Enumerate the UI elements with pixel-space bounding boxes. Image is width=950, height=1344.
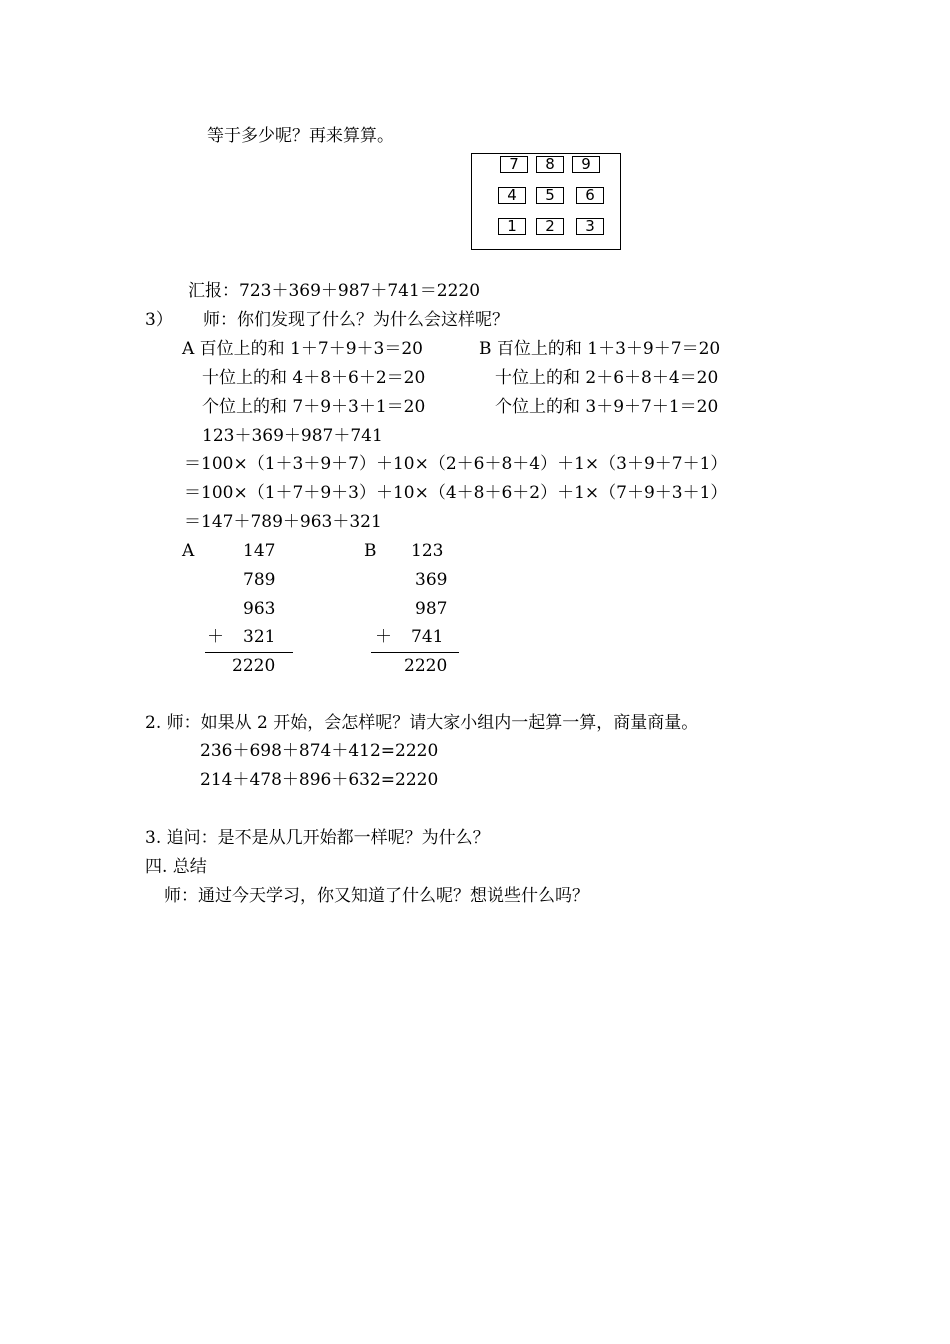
part-2-equation: 236＋698＋874＋412=2220 xyxy=(200,741,439,761)
vertical-b-addend: 987 xyxy=(415,599,448,619)
derivation-line: ＝147＋789＋963＋321 xyxy=(184,512,382,532)
vertical-a-addend: 963 xyxy=(243,599,276,619)
vertical-b-addend: 369 xyxy=(415,570,448,590)
keypad-key: 2 xyxy=(536,218,564,235)
part-3-question: 3. 追问：是不是从几开始都一样呢？为什么？ xyxy=(145,828,490,848)
section-4-text: 师：通过今天学习，你又知道了什么呢？想说些什么吗？ xyxy=(164,886,589,906)
derivation-line: 123＋369＋987＋741 xyxy=(202,426,383,446)
group-a-ones: 个位上的和 7＋9＋3＋1＝20 xyxy=(202,397,426,417)
group-a-tens: 十位上的和 4＋8＋6＋2＝20 xyxy=(202,368,426,388)
keypad-key: 7 xyxy=(500,156,528,173)
vertical-b-label: B xyxy=(364,541,377,561)
derivation-line: ＝100×（1＋3＋9＋7）＋10×（2＋6＋8＋4）＋1×（3＋9＋7＋1） xyxy=(184,454,728,474)
vertical-a-addend: 147 xyxy=(243,541,276,561)
keypad-key: 6 xyxy=(576,187,604,204)
sum-rule-b xyxy=(371,652,459,653)
question-3-label: 3） xyxy=(145,310,173,330)
vertical-b-addend: 741 xyxy=(411,627,444,647)
vertical-a-addend: 789 xyxy=(243,570,276,590)
question-3-text: 师：你们发现了什么？为什么会这样呢？ xyxy=(203,310,509,330)
report-line: 汇报：723＋369＋987＋741＝2220 xyxy=(188,281,481,301)
keypad-key: 8 xyxy=(536,156,564,173)
vertical-a-addend: 321 xyxy=(243,627,276,647)
part-2-question: 2. 师：如果从 2 开始，会怎样呢？请大家小组内一起算一算，商量商量。 xyxy=(145,713,699,733)
group-a-hundreds: A 百位上的和 1＋7＋9＋3＝20 xyxy=(182,339,423,359)
vertical-b-addend: 123 xyxy=(411,541,444,561)
keypad-key: 5 xyxy=(536,187,564,204)
keypad-key: 3 xyxy=(576,218,604,235)
group-b-hundreds: B 百位上的和 1＋3＋9＋7＝20 xyxy=(479,339,721,359)
derivation-line: ＝100×（1＋7＋9＋3）＋10×（4＋8＋6＋2）＋1×（7＋9＋3＋1） xyxy=(184,483,728,503)
keypad-key: 4 xyxy=(498,187,526,204)
keypad-key: 1 xyxy=(498,218,526,235)
vertical-a-sum: 2220 xyxy=(232,656,276,676)
vertical-a-label: A xyxy=(182,541,195,561)
part-2-equation: 214＋478＋896＋632=2220 xyxy=(200,770,439,790)
vertical-b-plus: ＋ xyxy=(375,627,392,647)
keypad-key: 9 xyxy=(572,156,600,173)
vertical-a-plus: ＋ xyxy=(207,627,224,647)
vertical-b-sum: 2220 xyxy=(404,656,448,676)
intro-text: 等于多少呢？再来算算。 xyxy=(207,126,394,146)
section-4-heading: 四. 总结 xyxy=(145,857,207,877)
group-b-ones: 个位上的和 3＋9＋7＋1＝20 xyxy=(495,397,719,417)
number-keypad xyxy=(471,153,621,250)
group-b-tens: 十位上的和 2＋6＋8＋4＝20 xyxy=(495,368,719,388)
sum-rule-a xyxy=(205,652,293,653)
